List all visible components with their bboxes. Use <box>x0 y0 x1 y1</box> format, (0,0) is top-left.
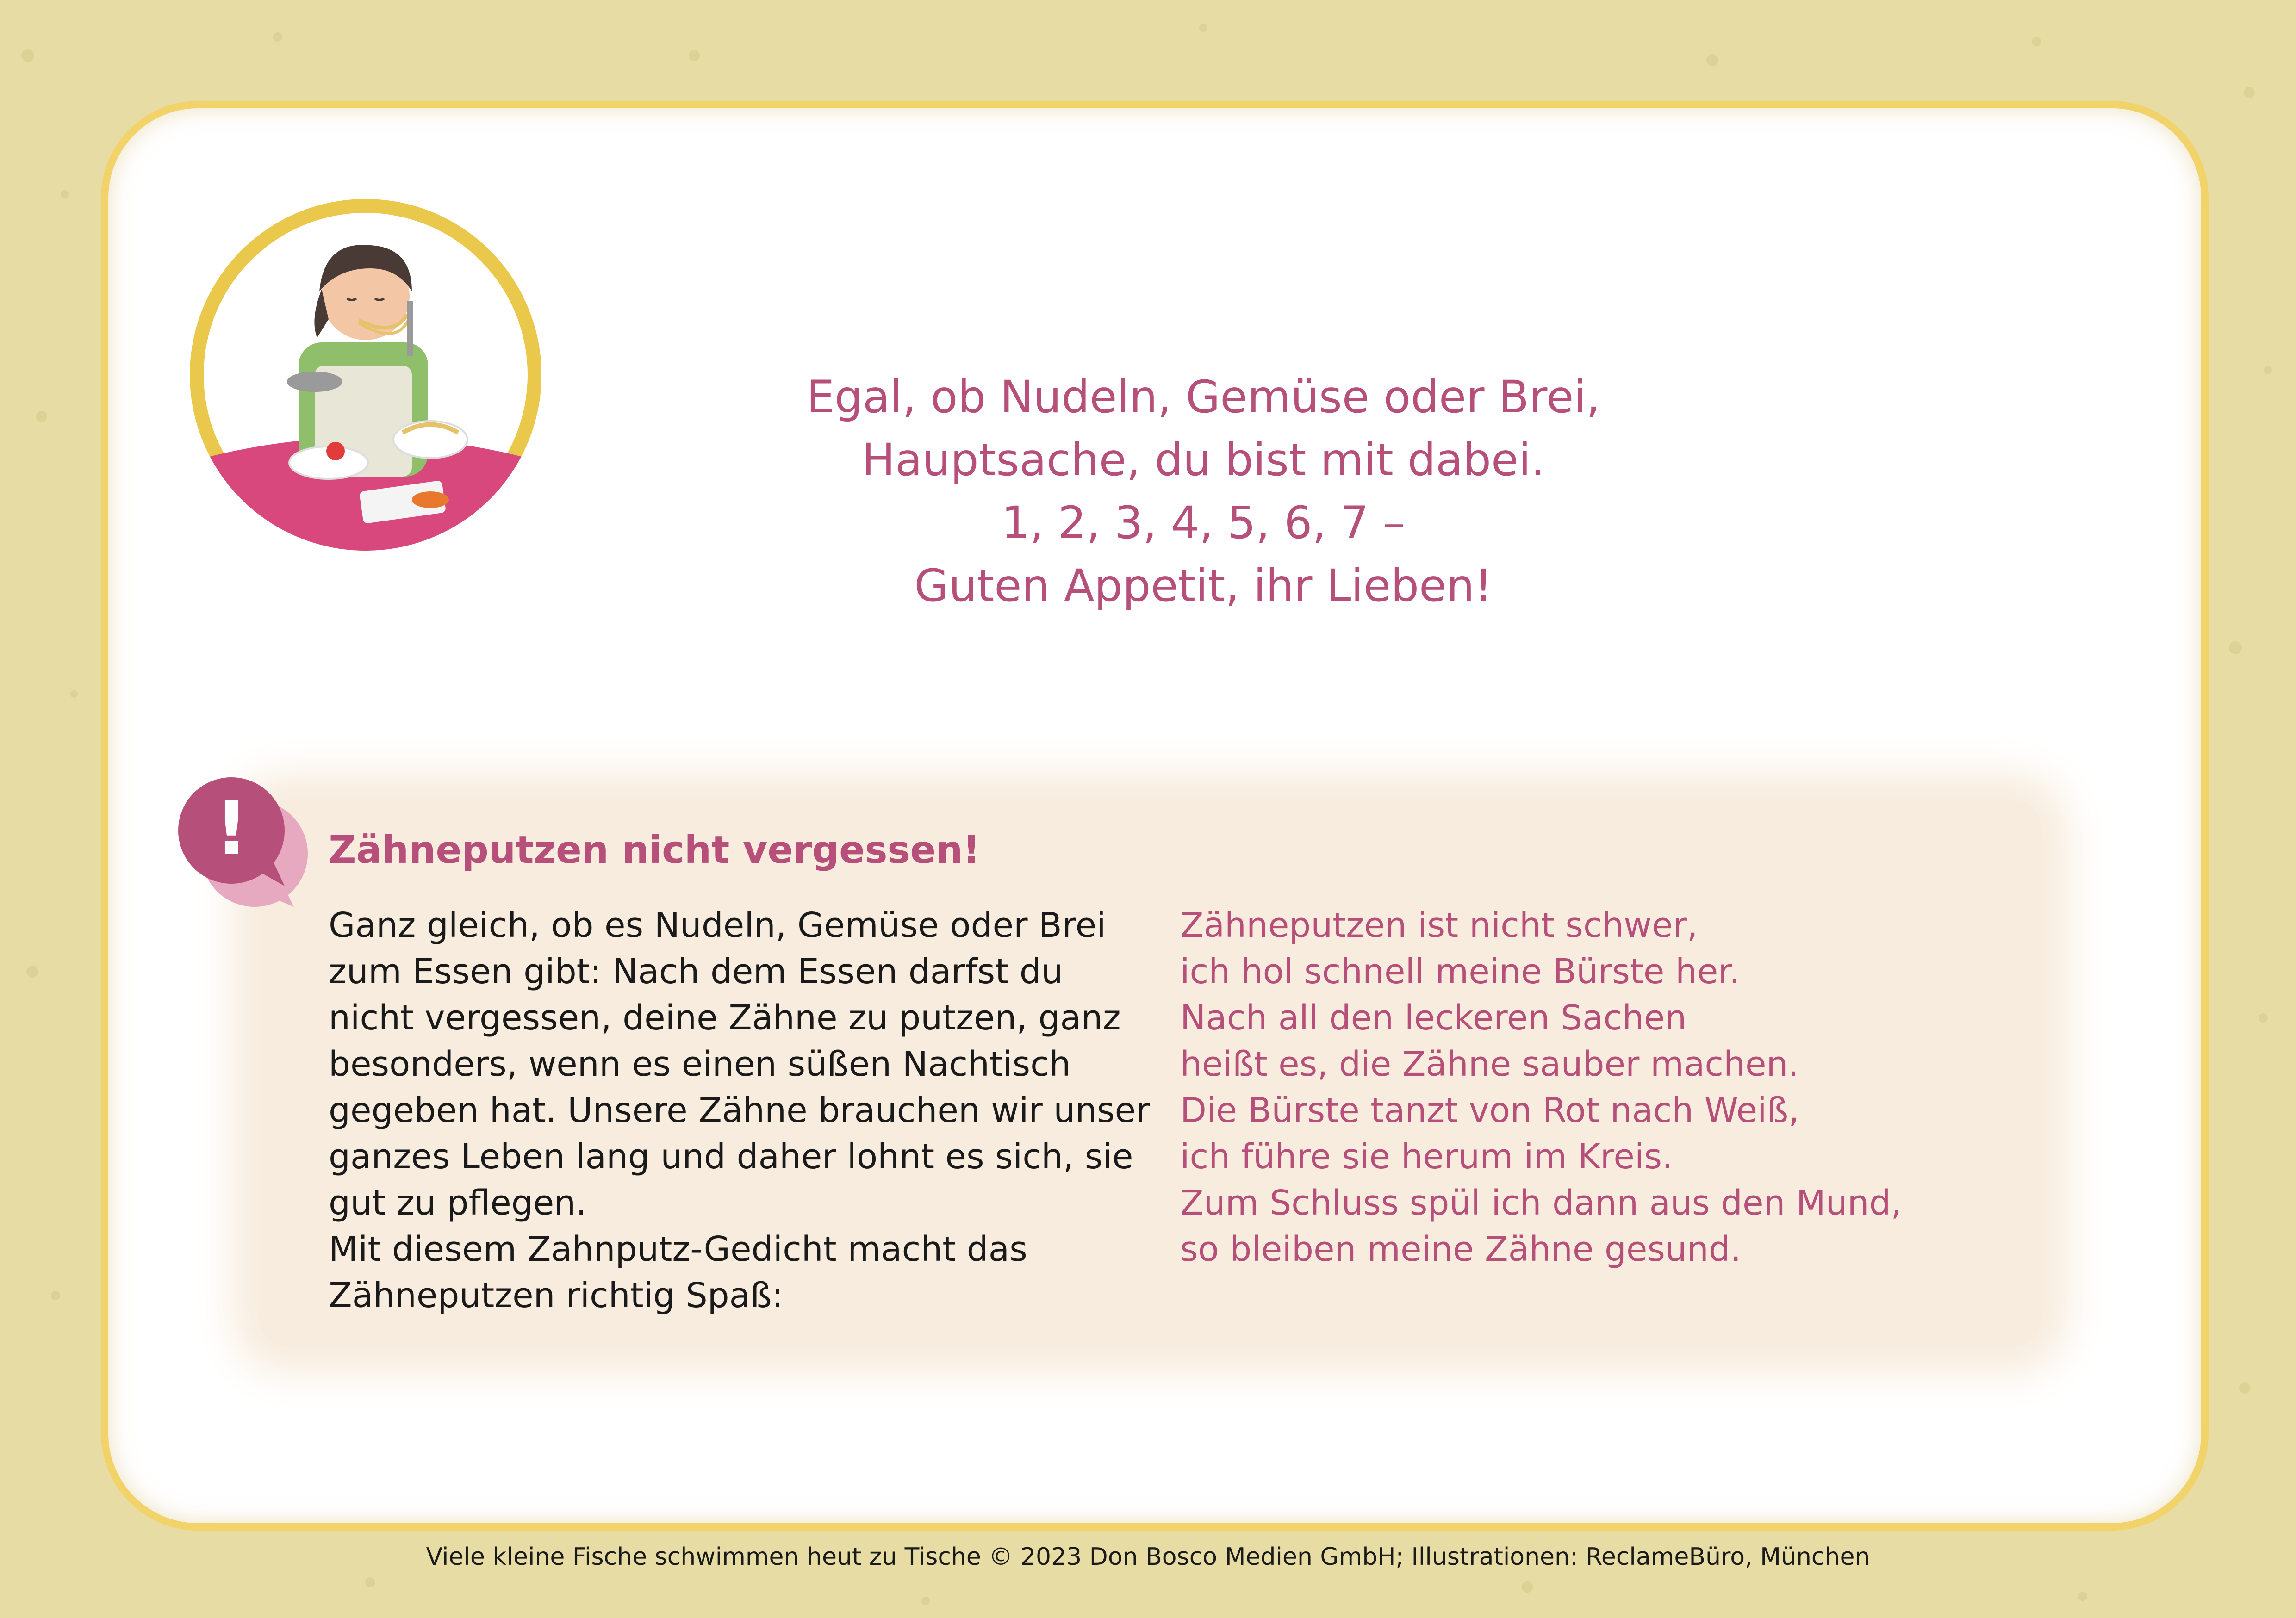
illustration-portrait <box>190 199 541 551</box>
info-text-line: Zähneputzen richtig Spaß: <box>329 1276 784 1315</box>
verse-line: 1, 2, 3, 4, 5, 6, 7 – <box>1001 497 1406 549</box>
poem-line: heißt es, die Zähne sauber machen. <box>1180 1044 1799 1084</box>
info-text-line: gegeben hat. Unsere Zähne brauchen wir unser <box>329 1091 1150 1130</box>
child-eating-noodles-icon <box>190 199 541 551</box>
poem-line: ich hol schnell meine Bürste her. <box>1180 952 1740 992</box>
verse-line: Hauptsache, du bist mit dabei. <box>861 434 1545 486</box>
info-text <box>329 902 1152 1319</box>
info-text-line: Mit diesem Zahnputz-Gedicht macht das <box>329 1229 1027 1269</box>
poem-line: Nach all den leckeren Sachen <box>1180 998 1687 1038</box>
poem-line: Zähneputzen ist nicht schwer, <box>1180 905 1698 945</box>
poem-line: Zum Schluss spül ich dann aus den Mund, <box>1180 1183 1902 1223</box>
info-text-line: besonders, wenn es einen süßen Nachtisch <box>329 1044 1071 1084</box>
verse-line: Guten Appetit, ihr Lieben! <box>914 560 1493 612</box>
intro-verse <box>602 366 1805 617</box>
verse-line: Egal, ob Nudeln, Gemüse oder Brei, <box>806 371 1600 423</box>
info-text-line: nicht vergessen, deine Zähne zu putzen, ganz <box>329 998 1121 1038</box>
exclamation-mark: ! <box>214 785 249 871</box>
poem-line: ich führe sie herum im Kreis. <box>1180 1137 1673 1177</box>
info-text-line: ganzes Leben lang und daher lohnt es sich, sie <box>329 1137 1133 1177</box>
info-text-line: Ganz gleich, ob es Nudeln, Gemüse oder Brei <box>329 905 1106 945</box>
poem-line: Die Bürste tanzt von Rot nach Weiß, <box>1180 1091 1799 1130</box>
poem-line: so bleiben meine Zähne gesund. <box>1180 1229 1742 1269</box>
exclamation-icon <box>174 773 312 911</box>
info-text-line: gut zu pflegen. <box>329 1183 587 1223</box>
tooth-brushing-poem <box>1180 902 2013 1272</box>
info-title: Zähneputzen nicht vergessen! <box>329 828 980 872</box>
footer-credit: Viele kleine Fische schwimmen heut zu Tische © 2023 Don Bosco Medien GmbH; Illustrationen: ReclameBüro, München <box>426 1543 1870 1571</box>
info-text-line: zum Essen gibt: Nach dem Essen darfst du <box>329 952 1063 992</box>
